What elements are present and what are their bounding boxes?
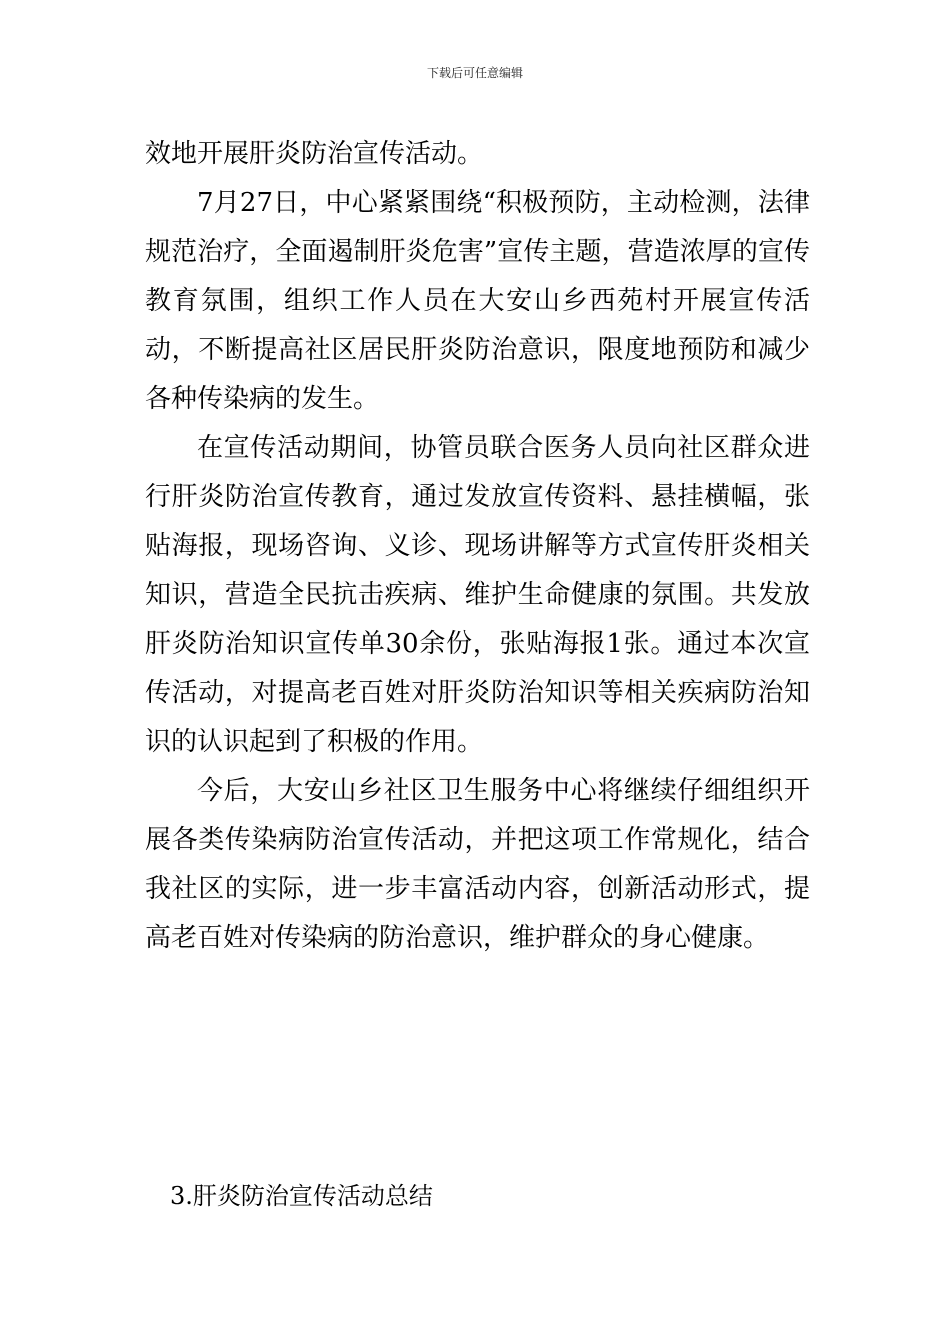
- section-heading: 3.肝炎防治宣传活动总结: [170, 1182, 433, 1210]
- paragraph-continuation: 效地开展肝炎防治宣传活动。: [145, 139, 484, 169]
- paragraph-event-date: 7月27日，中心紧紧围绕“积极预防，主动检测，法律规范治疗，全面遏制肝炎危害”宣传主题，营造浓厚的宣传教育氛围，组织工作人员在大安山乡西苑村开展宣传活动，不断提高社区居民肝炎防治意识，限度地预防和减少各种传染病的发生。: [145, 188, 810, 414]
- paragraph-future-plans: 今后，大安山乡社区卫生服务中心将继续仔细组织开展各类传染病防治宣传活动，并把这项工作常规化，结合我社区的实际，进一步丰富活动内容，创新活动形式，提高老百姓对传染病的防治意识，维护群众的身心健康。: [145, 776, 810, 953]
- document-body: [145, 130, 810, 963]
- paragraph-activity-details: 在宣传活动期间，协管员联合医务人员向社区群众进行肝炎防治宣传教育，通过发放宣传资料、悬挂横幅，张贴海报，现场咨询、义诊、现场讲解等方式宣传肝炎相关知识，营造全民抗击疾病、维护生命健康的氛围。共发放肝炎防治知识宣传单30余份，张贴海报1张。通过本次宣传活动，对提高老百姓对肝炎防治知识等相关疾病防治知识的认识起到了积极的作用。: [145, 433, 810, 757]
- page-header-note: 下载后可任意编辑: [426, 66, 523, 80]
